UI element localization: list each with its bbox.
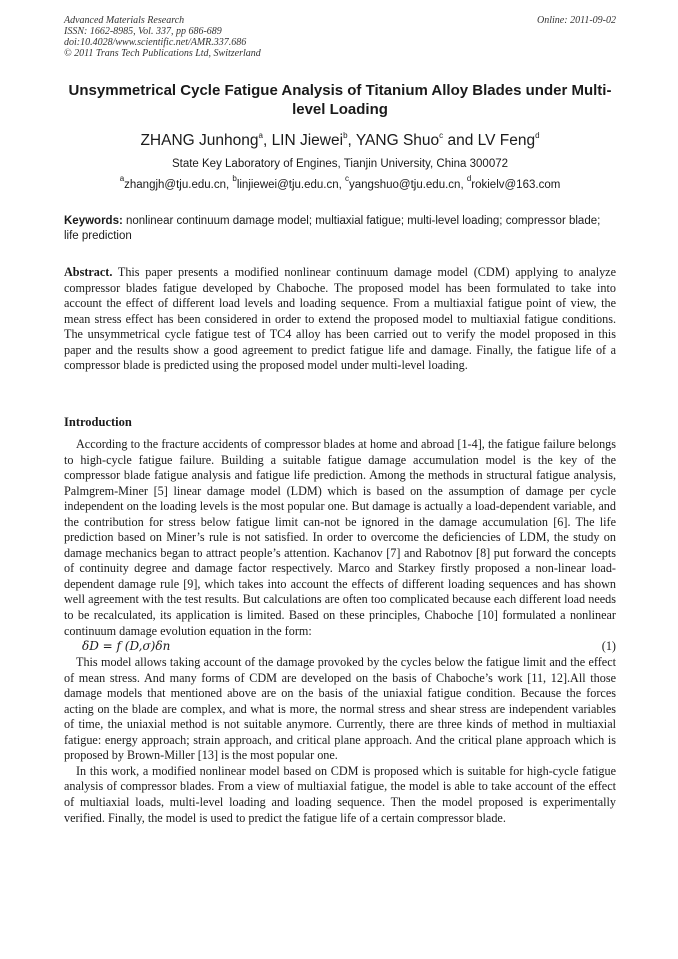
email-list <box>64 174 616 193</box>
equation-1 <box>64 639 616 655</box>
author-name: LIN Jiewei <box>271 132 344 149</box>
email-separator: , <box>225 179 233 191</box>
author-superscript: a <box>258 131 263 140</box>
online-date: Online: 2011-09-02 <box>537 15 616 26</box>
equation-number: (1) <box>601 639 616 654</box>
author-separator: , <box>262 132 272 149</box>
author-name: ZHANG Junhong <box>140 132 259 149</box>
email-superscript: b <box>232 174 237 183</box>
email-link[interactable]: zhangjh@tju.edu.cn <box>124 179 226 191</box>
section-heading-introduction: Introduction <box>64 415 132 429</box>
email-superscript: a <box>119 174 125 183</box>
abstract-label: Abstract. <box>64 265 113 279</box>
author-superscript: c <box>439 131 444 140</box>
email-separator: , <box>460 179 467 191</box>
email-link[interactable]: rokielv@163.com <box>471 179 561 191</box>
author-name: YANG Shuo <box>355 132 440 149</box>
author-superscript: b <box>343 131 348 140</box>
email-superscript: d <box>466 174 472 183</box>
intro-paragraph-3: In this work, a modified nonlinear model based on CDM is proposed which is suitable for high-cycle fatigue analysis of compressor blades. From a view of multiaxial fatigue, the model is able to take account of the effect of multiaxial loads, multi-level loading and loading sequence. Then the model proposed is experimentally verified. Finally, the model is used to predict the fatigue life of a certain compressor blade. <box>64 763 616 825</box>
journal-header <box>64 15 616 59</box>
keywords-text: nonlinear continuum damage model; multiaxial fatigue; multi-level loading; compressor blade; life prediction <box>64 215 601 242</box>
email-separator: , <box>338 179 346 191</box>
keywords-label: Keywords: <box>64 215 123 227</box>
equation-expression: δD = f (D,σ)δn <box>82 639 171 654</box>
email-link[interactable]: linjiewei@tju.edu.cn <box>236 179 339 191</box>
intro-paragraph-2: This model allows taking account of the damage provoked by the cycles below the fatigue limit and the effect of mean stress. And many forms of CDM are developed on the basis of Chaboche’s work [11, 12].All those damage models that mentioned above are on the basis of the uniaxial fatigue condition. Because the forces acting on the blade are complex, and what is more, the normal stress and shear stress are independent variables of time, the uniaxial method is not suitable anymore. Currently, there are three kinds of method in multiaxial fatigue: energy approach; strain approach, and critical plane approach. And the critical plane approach which is proposed by Brown-Miller [13] is the most popular one. <box>64 655 616 763</box>
keywords-block <box>64 214 616 244</box>
doi-line[interactable]: doi:10.4028/www.scientific.net/AMR.337.686 <box>64 37 247 48</box>
abstract-block <box>64 265 616 374</box>
journal-name: Advanced Materials Research <box>64 15 185 26</box>
paper-title: Unsymmetrical Cycle Fatigue Analysis of Titanium Alloy Blades under Multi-level Loading <box>68 82 612 118</box>
author-separator: and <box>443 132 478 149</box>
email-link[interactable]: yangshuo@tju.edu.cn <box>349 179 461 191</box>
introduction-body <box>64 437 616 826</box>
author-name: LV Feng <box>477 132 536 149</box>
email-superscript: c <box>345 174 350 183</box>
author-superscript: d <box>535 131 540 140</box>
copyright-line: © 2011 Trans Tech Publications Ltd, Switzerland <box>64 48 261 59</box>
intro-paragraph-1: According to the fracture accidents of compressor blades at home and abroad [1-4], the fatigue failure belongs to high-cycle fatigue failure. Building a suitable fatigue damage accumulation model is the key of the compressor blade fatigue analysis and fatigue life prediction. Among the methods in structural fatigue analysis, Palmgrem-Miner [5] linear damage model (LDM) which is based on the assumption of damage per cycle independent on the loading levels is the most popular one. But damage is actually a load-dependent variable, and the contribution for stress below fatigue limit can-not be ignored in the damage accumulation [6]. The life prediction based on Miner’s rule is not satisfied. In order to overcome the deficiencies of LDM, the study on damage mechanics began to attract people’s attention. Kachanov [7] and Rabotnov [8] put forward the concepts of continuity degree and damage factor respectively. Marco and Starkey firstly proposed a non-linear load-dependent damage rule [9], which takes into account the effects of different loading sequences and has shown well agreement with the test results. But calculations are often too complicated because each different load needs to be recalculated, its application is limited. Based on these principles, Chaboche [10] formulated a nonlinear continuum damage evolution equation in the form: <box>64 437 616 638</box>
issn-line: ISSN: 1662-8985, Vol. 337, pp 686-689 <box>64 26 222 37</box>
affiliation: State Key Laboratory of Engines, Tianjin University, China 300072 <box>171 158 509 170</box>
author-list <box>64 131 616 151</box>
abstract-text: This paper presents a modified nonlinear continuum damage model (CDM) applying to analyze compressor blades fatigue developed by Chaboche. The proposed model has been formulated to take into account the effect of different load levels and loading sequence. From a multiaxial fatigue point of view, the mean stress effect has been considered in order to extend the proposed model to multiaxial fatigue conditions. The unsymmetrical cycle fatigue test of TC4 alloy has been carried out to verify the model proposed in this paper and the results show a good agreement to predict fatigue life and damage. Finally, the fatigue life of a compressor blade is predicted using the proposed model under multi-level loading. <box>64 265 616 373</box>
author-separator: , <box>347 132 356 149</box>
